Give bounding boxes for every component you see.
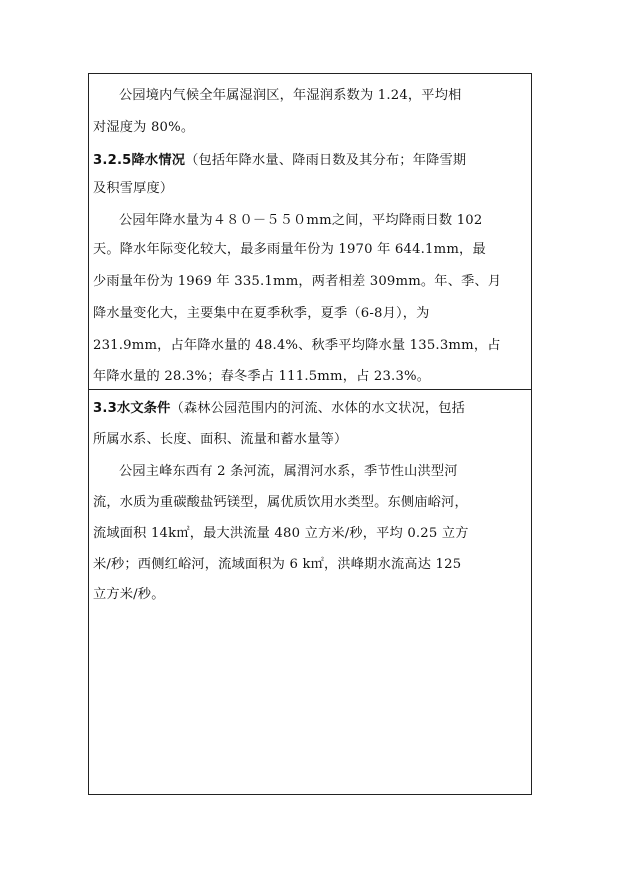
precipitation-heading-note-2: 及积雪厚度）: [93, 181, 174, 196]
precipitation-heading: 3.2.5降水情况: [93, 153, 186, 168]
hydrology-line-2: 流，水质为重碳酸盐钙镁型，属优质饮用水类型。东侧庙峪河，: [93, 495, 468, 510]
table-cell-hydrology: [89, 390, 531, 794]
hydrology-heading-note: （森林公园范围内的河流、水体的水文状况，包括: [170, 401, 466, 416]
hydrology-heading-line: [93, 401, 529, 416]
hydrology-heading-note-2: 所属水系、长度、面积、流量和蓄水量等）: [93, 432, 348, 447]
precipitation-heading-note: （包括年降水量、降雨日数及其分布；年降雪期: [185, 153, 467, 168]
precipitation-line-4: 降水量变化大，主要集中在夏季秋季，夏季（6-8月），为: [93, 306, 430, 321]
climate-line-2: 对湿度为 80%。: [93, 120, 195, 135]
hydrology-heading: 3.3水文条件: [93, 401, 171, 416]
hydrology-line-5: 立方米/秒。: [93, 587, 165, 602]
precipitation-line-3: 少雨量年份为 1969 年 335.1mm，两者相差 309mm。年、季、月: [93, 274, 502, 289]
precipitation-line-2: 天。降水年际变化较大，最多雨量年份为 1970 年 644.1mm，最: [93, 242, 486, 257]
table-cell-climate-precipitation: [89, 74, 531, 390]
hydrology-line-1: 公园主峰东西有 2 条河流，属渭河水系，季节性山洪型河: [119, 464, 458, 479]
precipitation-line-1: 公园年降水量为４８０－５５０mm之间，平均降雨日数 102: [119, 213, 483, 228]
hydrology-line-4: 米/秒；西侧红峪河，流域面积为 6 k㎡，洪峰期水流高达 125: [93, 557, 462, 572]
precipitation-heading-line: [93, 153, 529, 168]
precipitation-line-5: 231.9mm，占年降水量的 48.4%、秋季平均降水量 135.3mm，占: [93, 338, 501, 353]
hydrology-line-3: 流域面积 14k㎡，最大洪流量 480 立方米/秒，平均 0.25 立方: [93, 526, 469, 541]
precipitation-line-6: 年降水量的 28.3%；春冬季占 111.5mm，占 23.3%。: [93, 369, 431, 384]
form-table: [88, 73, 532, 795]
climate-line-1: 公园境内气候全年属湿润区，年湿润系数为 1.24，平均相: [119, 88, 462, 103]
